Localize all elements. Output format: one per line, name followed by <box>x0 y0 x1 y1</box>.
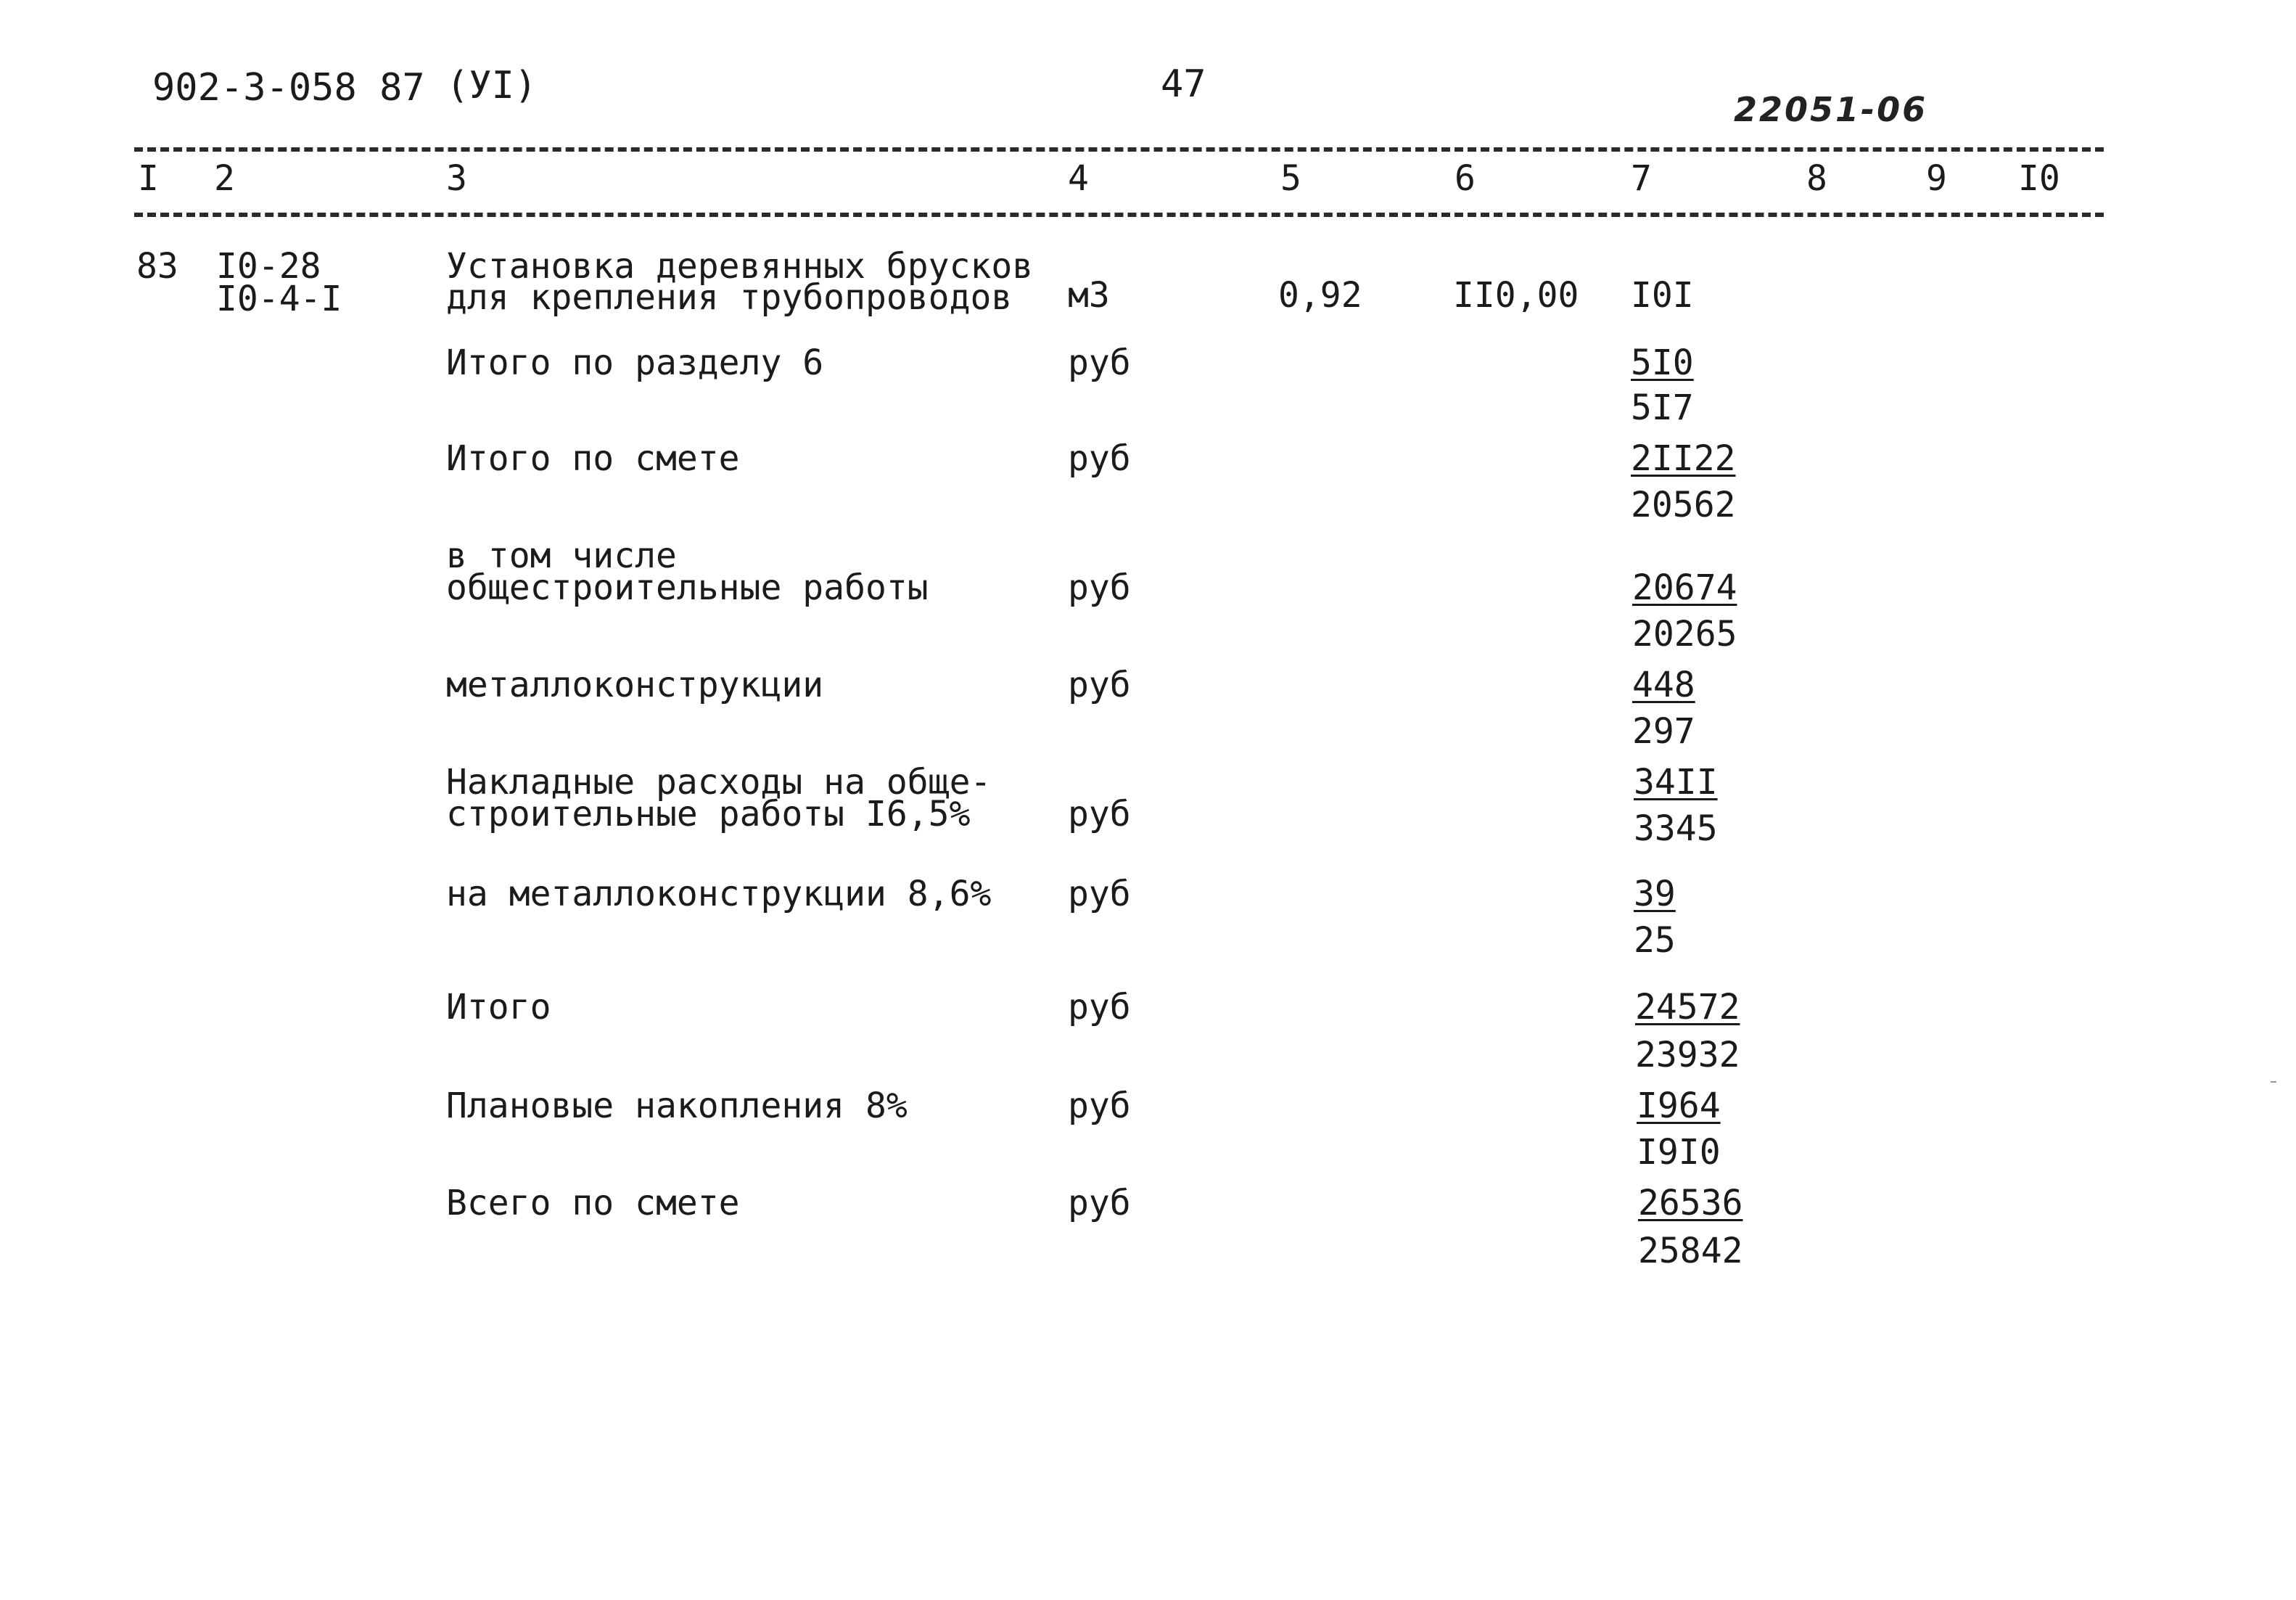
summary-label: металлоконструкции <box>446 665 824 705</box>
summary-value-previous: 5I7 <box>1631 387 1694 428</box>
summary-unit: руб <box>1068 1183 1131 1223</box>
summary-label: Итого по разделу 6 <box>446 342 824 383</box>
summary-value-previous: 20265 <box>1632 614 1737 655</box>
item-unit: м3 <box>1068 275 1110 316</box>
column-header-1: I <box>138 158 159 199</box>
summary-label: Накладные расходы на обще- <box>446 762 992 803</box>
summary-label-2: строительные работы I6,5% <box>446 794 971 834</box>
column-header-7: 7 <box>1631 158 1652 199</box>
column-header-10: I0 <box>2018 158 2060 199</box>
handwritten-code: 22051-06 <box>1734 90 1928 129</box>
summary-label: Итого по смете <box>446 438 740 479</box>
item-number: 83 <box>136 246 178 287</box>
summary-value-previous: 23932 <box>1635 1035 1740 1075</box>
summary-value-current: 2II22 <box>1631 438 1736 479</box>
summary-value-previous: 3345 <box>1634 808 1718 849</box>
summary-label: Всего по смете <box>446 1183 740 1223</box>
column-header-5: 5 <box>1280 158 1301 199</box>
item-price: II0,00 <box>1453 275 1579 316</box>
summary-label-2: общестроительные работы <box>446 567 929 608</box>
summary-unit: руб <box>1068 342 1131 383</box>
summary-value-previous: 25842 <box>1638 1231 1743 1271</box>
summary-unit: руб <box>1068 438 1131 479</box>
column-header-6: 6 <box>1454 158 1476 199</box>
summary-value-current: 5I0 <box>1631 342 1694 383</box>
summary-value-current: 39 <box>1634 874 1676 914</box>
summary-label: Плановые накопления 8% <box>446 1086 908 1126</box>
summary-unit: руб <box>1068 567 1131 608</box>
item-code-1: I0-28 <box>216 246 321 287</box>
item-name-1: Установка деревянных брусков <box>446 246 1034 287</box>
summary-value-current: 448 <box>1632 665 1695 705</box>
summary-label: на металлоконструкции 8,6% <box>446 874 992 914</box>
summary-label: Итого <box>446 987 551 1027</box>
header-rule-top <box>134 147 2104 152</box>
page-number: 47 <box>1161 62 1206 106</box>
summary-unit: руб <box>1068 874 1131 914</box>
summary-unit: руб <box>1068 987 1131 1027</box>
column-header-9: 9 <box>1926 158 1947 199</box>
summary-value-previous: 20562 <box>1631 485 1736 525</box>
summary-value-current: 26536 <box>1638 1183 1743 1223</box>
item-quantity: 0,92 <box>1278 275 1362 316</box>
column-header-8: 8 <box>1806 158 1827 199</box>
summary-value-previous: I9I0 <box>1637 1132 1721 1173</box>
header-rule-bottom <box>134 213 2104 217</box>
summary-value-previous: 297 <box>1632 711 1695 752</box>
column-header-3: 3 <box>446 158 467 199</box>
summary-value-current: 20674 <box>1632 567 1737 608</box>
summary-unit: руб <box>1068 1086 1131 1126</box>
summary-unit: руб <box>1068 794 1131 834</box>
item-total: I0I <box>1631 275 1694 316</box>
document-code: 902-3-058 87 <box>152 66 425 110</box>
summary-unit: руб <box>1068 665 1131 705</box>
summary-label: в том числе <box>446 536 677 576</box>
summary-value-previous: 25 <box>1634 920 1676 961</box>
item-code-2: I0-4-I <box>216 279 342 319</box>
summary-value-current: 24572 <box>1635 987 1740 1027</box>
item-name-2: для крепления трубопроводов <box>446 277 1013 318</box>
column-header-4: 4 <box>1068 158 1089 199</box>
scan-speck <box>2271 1081 2276 1083</box>
column-header-2: 2 <box>214 158 235 199</box>
summary-value-current: 34II <box>1634 762 1718 803</box>
volume-label: (УI) <box>446 64 538 107</box>
summary-value-current: I964 <box>1637 1086 1721 1126</box>
